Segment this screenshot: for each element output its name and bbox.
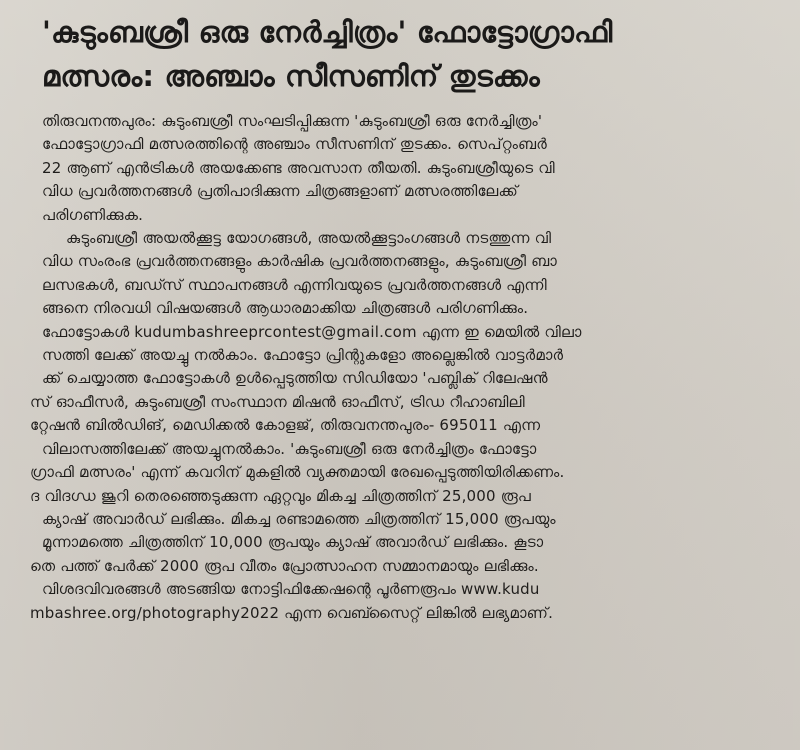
text-line: സ് ഓഫീസർ, കുടുംബശ്രീ സംസ്ഥാന മിഷൻ ഓഫീസ്, ട്രിഡ റീഹാബിലി	[30, 392, 525, 411]
headline	[42, 10, 772, 98]
text-line: ഫോട്ടോകൾ kudumbashreeprcontest@gmail.com എന്ന ഇ മെയിൽ വിലാ	[42, 322, 582, 341]
text-line: തിരുവനന്തപുരം: കുടുംബശ്രീ സംഘടിപ്പിക്കുന്ന 'കുടുംബശ്രീ ഒരു നേർച്ചിത്രം'	[42, 112, 543, 130]
text-line: പരിഗണിക്കുക.	[42, 205, 144, 224]
text-line: ലസഭകൾ, ബഡ്സ് സ്ഥാപനങ്ങൾ എന്നിവയുടെ പ്രവർത്തനങ്ങൾ എന്നി	[42, 275, 547, 294]
text-line: വിധ പ്രവർത്തനങ്ങൾ പ്രതിപാദിക്കുന്ന ചിത്രങ്ങളാണ് മത്സരത്തിലേക്ക്	[42, 182, 518, 201]
text-line: വിധ സംരംഭ പ്രവർത്തനങ്ങളും കാർഷിക പ്രവർത്തനങ്ങളും, കുടുംബശ്രീ ബാ	[42, 252, 557, 271]
article-body	[30, 110, 772, 625]
text-line: റ്റേഷൻ ബിൽഡിങ്, മെഡിക്കൽ കോളജ്, തിരുവനന്തപുരം- 695011 എന്ന	[30, 416, 541, 435]
text-line: വിലാസത്തിലേക്ക് അയച്ചുനൽകാം. 'കുടുംബശ്രീ ഒരു നേർച്ചിത്രം ഫോട്ടോ	[42, 439, 537, 458]
text-line: വിശദവിവരങ്ങൾ അടങ്ങിയ നോട്ടിഫിക്കേഷന്റെ പൂർണരൂപം www.kudu	[42, 580, 540, 599]
paragraph-intro	[42, 110, 772, 227]
text-line: കുടുംബശ്രീ അയൽക്കൂട്ട യോഗങ്ങൾ, അയൽക്കൂട്ടാംഗങ്ങൾ നടത്തുന്ന വി	[66, 229, 552, 248]
text-line: തെ പത്ത് പേർക്ക് 2000 രൂപ വീതം പ്രോത്സാഹന സമ്മാനമായും ലഭിക്കും.	[30, 556, 539, 575]
text-line: ക്യാഷ് അവാർഡ് ലഭിക്കും. മികച്ച രണ്ടാമത്തെ ചിത്രത്തിന് 15,000 രൂപയും	[42, 509, 556, 528]
text-line: ങ്ങനെ നിരവധി വിഷയങ്ങൾ ആധാരമാക്കിയ ചിത്രങ്ങൾ പരിഗണിക്കും.	[42, 299, 529, 318]
text-line: ഫോട്ടോഗ്രാഫി മത്സരത്തിന്റെ അഞ്ചാം സീസണിന് തുടക്കം. സെപ്റ്റംബർ	[42, 135, 548, 154]
paragraph-details	[30, 227, 772, 625]
text-line: ഗ്രാഫി മത്സരം' എന്ന് കവറിന് മുകളിൽ വ്യക്തമായി രേഖപ്പെടുത്തിയിരിക്കണം.	[30, 463, 565, 482]
headline-line-2: മത്സരം: അഞ്ചാം സീസണിന് തുടക്കം	[42, 59, 540, 93]
headline-line-1: 'കുടുംബശ്രീ ഒരു നേർച്ചിത്രം' ഫോട്ടോഗ്രാഫി	[42, 15, 613, 49]
text-line: മൂന്നാമത്തെ ചിത്രത്തിന് 10,000 രൂപയും ക്യാഷ് അവാർഡ് ലഭിക്കും. കൂടാ	[42, 533, 544, 552]
text-line: സത്തി ലേക്ക് അയച്ചു നൽകാം. ഫോട്ടോ പ്രിന്റുകളോ അല്ലെങ്കിൽ വാട്ടർമാർ	[42, 346, 564, 365]
text-line: ക്ക് ചെയ്യാത്ത ഫോട്ടോകൾ ഉൾപ്പെടുത്തിയ സിഡിയോ 'പബ്ലിക് റിലേഷൻ	[42, 369, 548, 388]
text-line: mbashree.org/photography2022 എന്ന വെബ്സൈറ്റ് ലിങ്കിൽ ലഭ്യമാണ്.	[30, 603, 554, 622]
text-line: ദ വിദഗ്ധ ജൂറി തെരഞ്ഞെടുക്കുന്ന ഏറ്റവും മികച്ച ചിത്രത്തിന് 25,000 രൂപ	[30, 486, 531, 505]
text-line: 22 ആണ് എൻട്രികൾ അയക്കേണ്ട അവസാന തീയതി. കുടുംബശ്രീയുടെ വി	[42, 158, 555, 177]
